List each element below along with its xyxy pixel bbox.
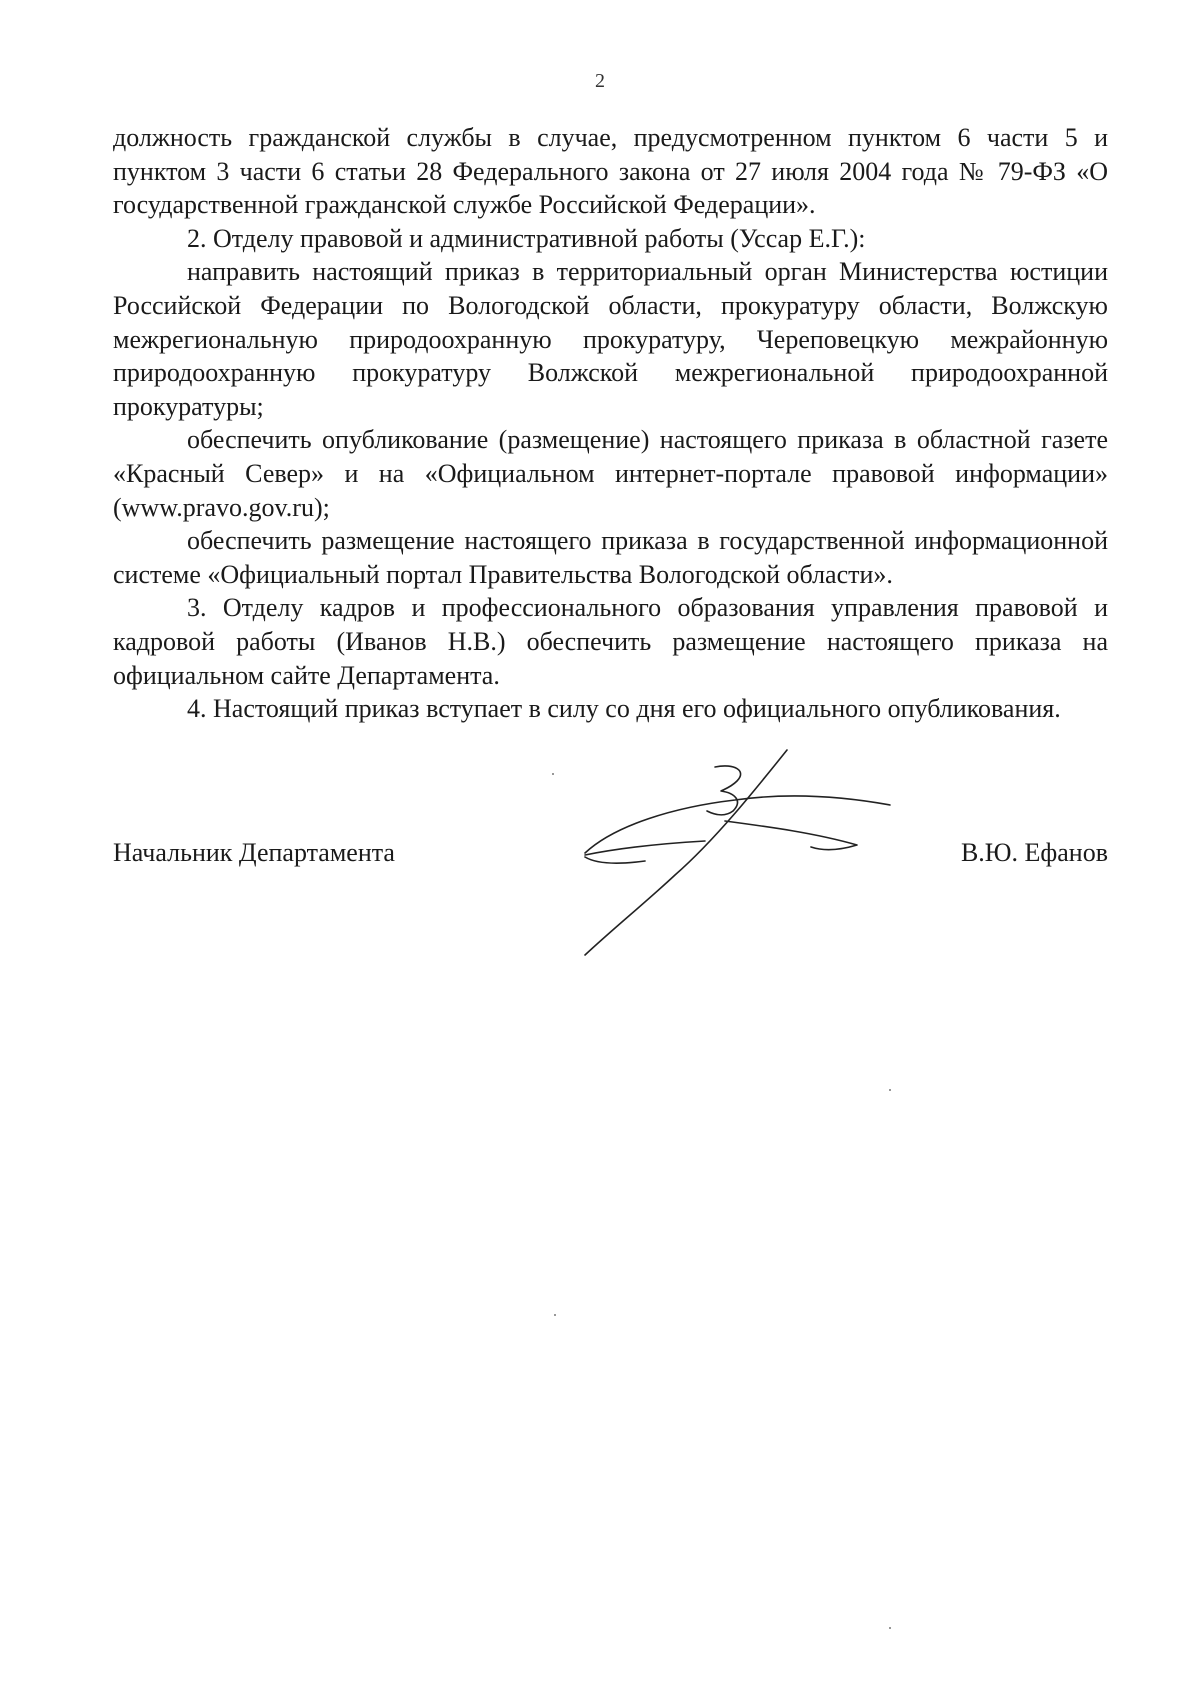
page-number: 2 — [595, 70, 605, 92]
paragraph-item-4: 4. Настоящий приказ вступает в силу со дня его официального опубликования. — [187, 694, 1061, 724]
paragraph-publication: обеспечить опубликование (размещение) настоящего приказа в областной газете «Красный Север» и на «Официальном интернет-портале правовой информации» (www.pravo.gov.ru); — [113, 425, 1108, 522]
scan-speck — [552, 773, 554, 775]
paragraph-item-2: 2. Отделу правовой и административной работы (Уссар Е.Г.): — [187, 223, 866, 253]
scan-speck — [554, 1314, 556, 1316]
scan-speck — [889, 1089, 891, 1091]
scan-speck — [889, 1627, 891, 1629]
paragraph-continuation: должность гражданской службы в случае, предусмотренном пунктом 6 части 5 и пунктом 3 части 6 статьи 28 Федерального закона от 27 июля 2004 года № 79-ФЗ «О государственной гражданской службе Российской Федерации». — [113, 123, 1108, 220]
paragraph-portal-placement: обеспечить размещение настоящего приказа в государственной информационной системе «Официальный портал Правительства Вологодской области». — [113, 526, 1108, 589]
paragraph-send-order: направить настоящий приказ в территориальный орган Министерства юстиции Российской Федерации по Вологодской области, прокуратуру области, Волжскую межрегиональную природоохранную прокуратуру, Череповецкую межрайонную природоохранную прокуратуру Волжской межрегиональной природоохранной прокуратуры; — [113, 257, 1108, 421]
signature-block — [113, 838, 1108, 878]
paragraph-item-3: 3. Отделу кадров и профессионального образования управления правовой и кадровой работы (Иванов Н.В.) обеспечить размещение настоящего приказа на официальном сайте Департамента. — [113, 593, 1108, 690]
signatory-position: Начальник Департамента — [113, 838, 395, 867]
signatory-name: В.Ю. Ефанов — [960, 838, 1108, 867]
document-body — [113, 121, 1108, 726]
